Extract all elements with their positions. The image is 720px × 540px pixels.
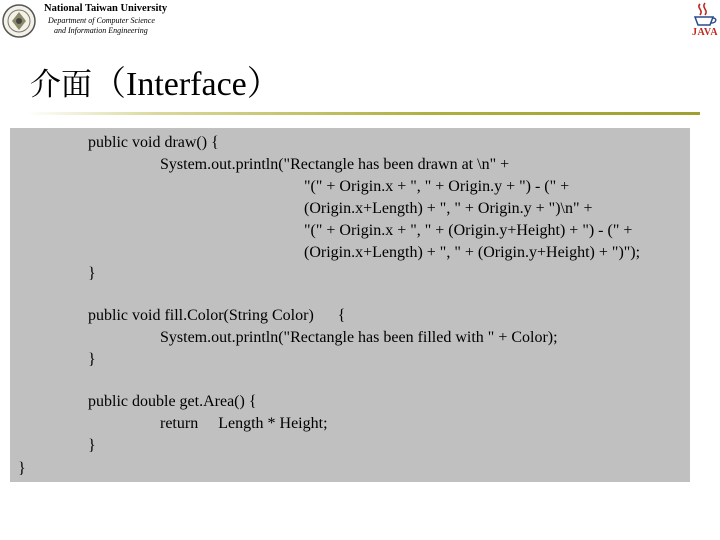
code-line: } [88, 351, 96, 368]
ntu-seal-logo [2, 2, 36, 40]
code-line: } [88, 265, 96, 282]
department-line-2: and Information Engineering [54, 26, 148, 35]
title-divider [26, 112, 700, 115]
code-line: "(" + Origin.x + ", " + Origin.y + ") - (" + [304, 178, 570, 195]
code-line: public double get.Area() { [88, 393, 257, 410]
slide-title-latin: （Interface） [92, 66, 281, 103]
code-line: public void draw() { [88, 134, 219, 151]
code-line: (Origin.x+Length) + ", " + Origin.y + ")\n" + [304, 200, 593, 217]
code-line: (Origin.x+Length) + ", " + (Origin.y+Height) + ")"); [304, 244, 641, 261]
code-line: } [18, 460, 26, 477]
code-line: System.out.println("Rectangle has been filled with " + Color); [160, 329, 558, 346]
department-line-1: Department of Computer Science [48, 16, 155, 25]
university-name: National Taiwan University [44, 3, 168, 14]
code-line: "(" + Origin.x + ", " + (Origin.y+Height) + ") - (" + [304, 222, 633, 239]
java-logo-text: JAVA [692, 27, 719, 38]
department-name [48, 16, 155, 36]
code-line: return Length * Height; [160, 415, 328, 432]
slide-title [30, 56, 281, 105]
code-line: System.out.println("Rectangle has been drawn at \n" + [160, 156, 510, 173]
code-line: } [88, 437, 96, 454]
slide-title-cjk: 介面 [30, 67, 92, 103]
code-line: public void fill.Color(String Color) { [88, 307, 346, 324]
